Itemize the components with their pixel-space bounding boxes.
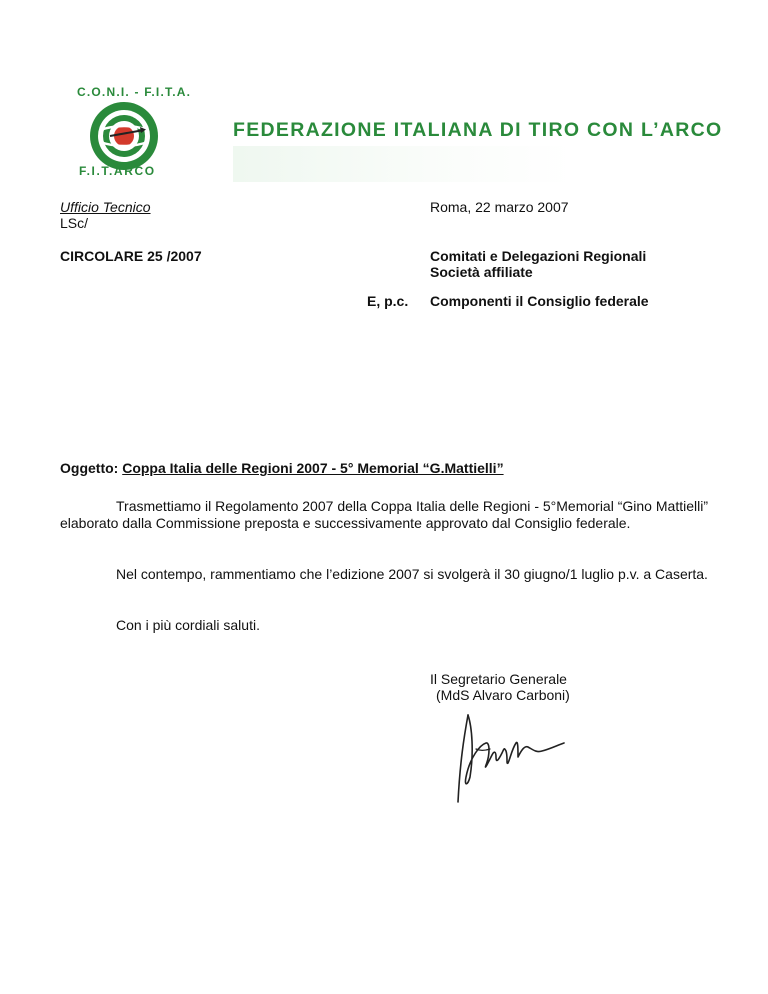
recipient-line-2: Società affiliate xyxy=(430,264,533,280)
subject-line xyxy=(60,460,504,477)
coni-fita-label: C.O.N.I. - F.I.T.A. xyxy=(77,85,192,99)
signatory-title: Il Segretario Generale xyxy=(430,671,567,687)
federation-title: FEDERAZIONE ITALIANA DI TIRO CON L’ARCO xyxy=(233,119,723,141)
circular-number: CIRCOLARE 25 /2007 xyxy=(60,248,202,264)
recipient-line-1: Comitati e Delegazioni Regionali xyxy=(430,248,647,264)
cc-prefix: E, p.c. xyxy=(367,293,409,309)
office-name: Ufficio Tecnico xyxy=(60,199,151,215)
signatory-name: (MdS Alvaro Carboni) xyxy=(436,687,570,703)
cc-recipient: Componenti il Consiglio federale xyxy=(430,293,649,309)
subject-label: Oggetto: xyxy=(60,460,119,476)
subject-text: Coppa Italia delle Regioni 2007 - 5° Memorial “G.Mattielli” xyxy=(122,460,504,476)
body-paragraph-1: Trasmettiamo il Regolamento 2007 della Coppa Italia delle Regioni - 5°Memorial “Gino Mattielli” elaborato dalla Commissione preposta e successivamente approvato dal Consiglio federale. xyxy=(60,498,708,531)
place-date: Roma, 22 marzo 2007 xyxy=(430,199,569,215)
reference-code: LSc/ xyxy=(60,215,89,231)
body-paragraph-3: Con i più cordiali saluti. xyxy=(116,617,260,633)
body-paragraph-2: Nel contempo, rammentiamo che l’edizione 2007 si svolgerà il 30 giugno/1 luglio p.v. a Caserta. xyxy=(116,566,708,582)
header-watermark-band xyxy=(233,146,573,182)
archery-target-emblem-icon xyxy=(88,100,160,172)
fitarco-label: F.I.T.ARCO xyxy=(79,164,156,178)
handwritten-signature-icon xyxy=(446,707,576,807)
